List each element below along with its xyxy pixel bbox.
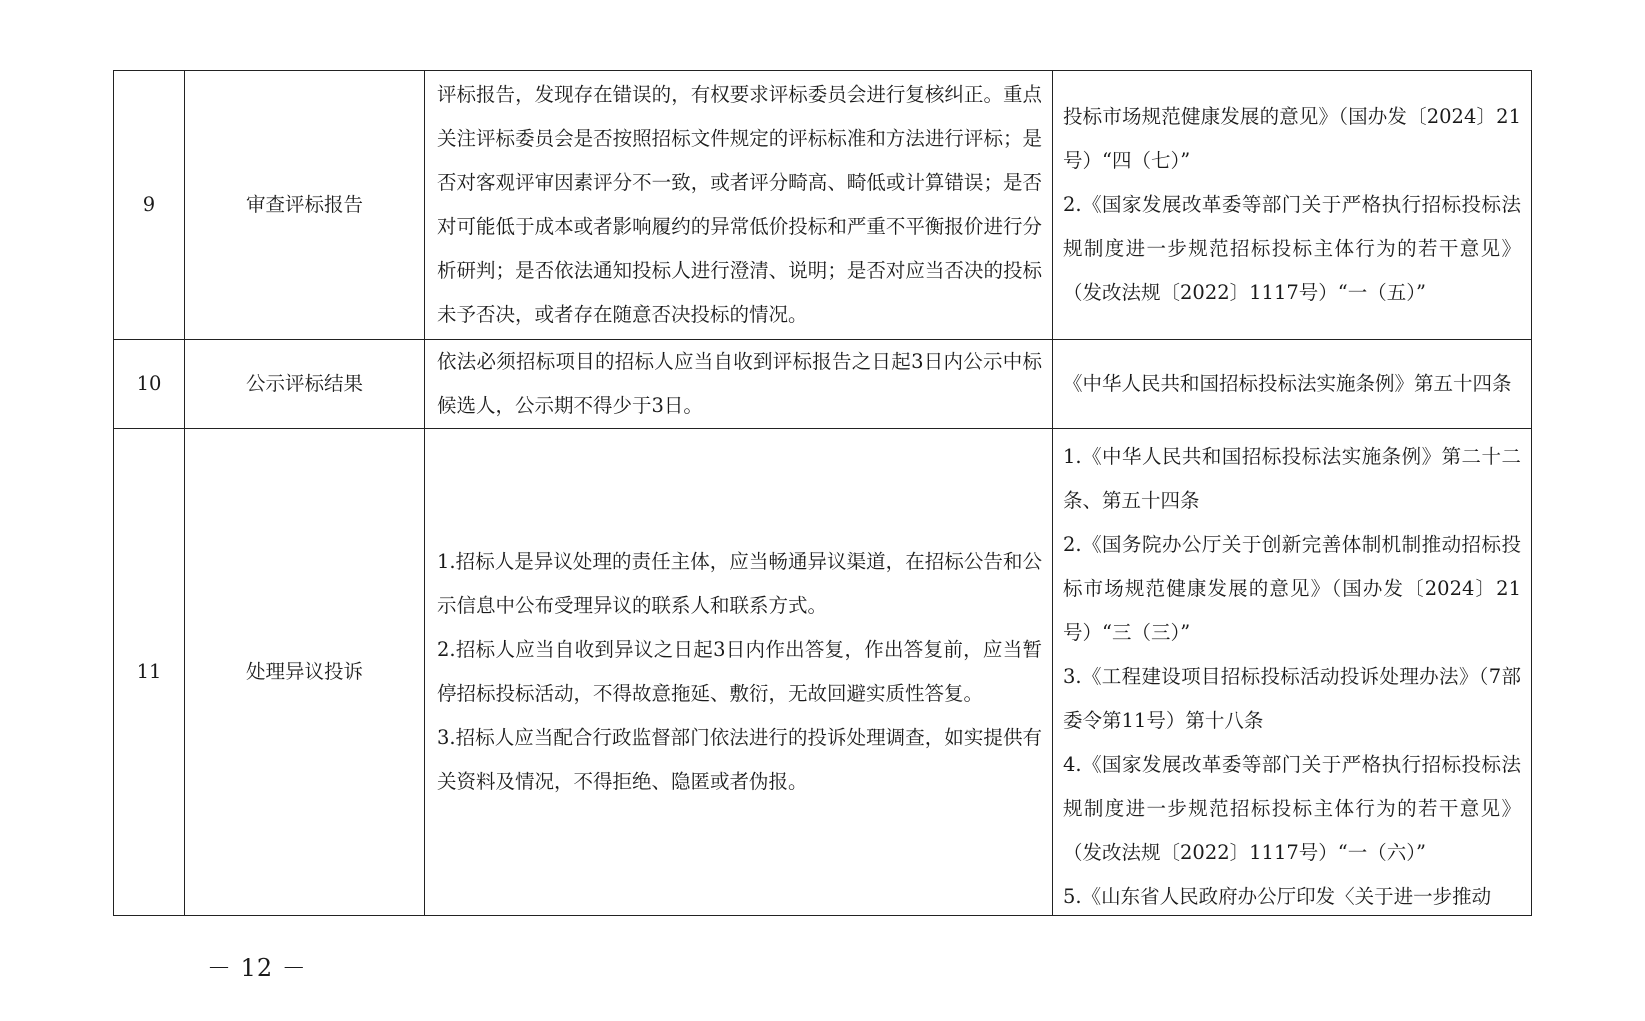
basis-paragraph: 3.《工程建设项目招标投标活动投诉处理办法》（7部委令第11号）第十八条 [1063, 665, 1521, 732]
row-basis [1053, 340, 1532, 429]
row-basis [1053, 71, 1532, 340]
row-content [425, 71, 1053, 340]
basis-paragraph: 4.《国家发展改革委等部门关于严格执行招标投标法规制度进一步规范招标投标主体行为的若干意见》（发改法规〔2022〕1117号）“一（六）” [1063, 753, 1521, 864]
table-row [114, 71, 1532, 340]
basis-paragraph: 1.《中华人民共和国招标投标法实施条例》第二十二条、第五十四条 [1063, 445, 1521, 512]
row-item: 处理异议投诉 [185, 429, 425, 916]
basis-clip-area [1063, 429, 1521, 913]
row-content [425, 340, 1053, 429]
content-paragraph: 3.招标人应当配合行政监督部门依法进行的投诉处理调查，如实提供有关资料及情况，不得拒绝、隐匿或者伪报。 [437, 726, 1042, 793]
basis-paragraph: 2.《国务院办公厅关于创新完善体制机制推动招标投标市场规范健康发展的意见》（国办发〔2024〕21号）“三（三）” [1063, 533, 1521, 644]
basis-paragraph: 5.《山东省人民政府办公厅印发〈关于进一步推动 [1063, 885, 1492, 908]
row-number: 9 [114, 71, 185, 340]
content-paragraph: 依法必须招标项目的招标人应当自收到评标报告之日起3日内公示中标候选人，公示期不得少于3日。 [437, 350, 1042, 417]
table-row [114, 340, 1532, 429]
table-row [114, 429, 1532, 916]
regulation-table [113, 70, 1532, 916]
basis-paragraph: 投标市场规范健康发展的意见》（国办发〔2024〕21号）“四（七）” [1063, 105, 1521, 172]
row-number: 11 [114, 429, 185, 916]
row-number: 10 [114, 340, 185, 429]
page-number: － 12 － [207, 954, 307, 982]
basis-paragraph: 《中华人民共和国招标投标法实施条例》第五十四条 [1063, 372, 1512, 395]
content-paragraph: 评标报告，发现存在错误的，有权要求评标委员会进行复核纠正。重点关注评标委员会是否按照招标文件规定的评标标准和方法进行评标；是否对客观评审因素评分不一致，或者评分畸高、畸低或计算错误；是否对可能低于成本或者影响履约的异常低价投标和严重不平衡报价进行分析研判；是否依法通知投标人进行澄清、说明；是否对应当否决的投标未予否决，或者存在随意否决投标的情况。 [437, 83, 1042, 326]
row-item: 审查评标报告 [185, 71, 425, 340]
row-basis [1053, 429, 1532, 916]
row-content [425, 429, 1053, 916]
content-paragraph: 1.招标人是异议处理的责任主体，应当畅通异议渠道，在招标公告和公示信息中公布受理异议的联系人和联系方式。 [437, 550, 1042, 617]
content-paragraph: 2.招标人应当自收到异议之日起3日内作出答复，作出答复前，应当暂停招标投标活动，不得故意拖延、敷衍，无故回避实质性答复。 [437, 638, 1042, 705]
basis-paragraph: 2.《国家发展改革委等部门关于严格执行招标投标法规制度进一步规范招标投标主体行为的若干意见》（发改法规〔2022〕1117号）“一（五）” [1063, 193, 1521, 304]
row-item: 公示评标结果 [185, 340, 425, 429]
